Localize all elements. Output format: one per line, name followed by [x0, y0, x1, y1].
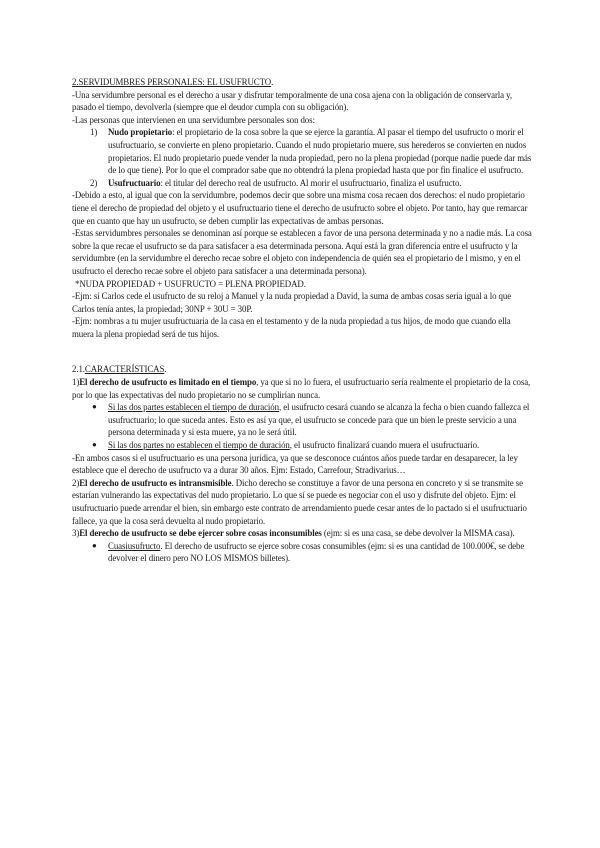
list-number: 1) [90, 127, 98, 138]
paragraph-persona-juridica: -En ambos casos si el usufructuario es una persona jurídica, ya que se desconoce cuántos años puede tardar en desaparecer, la ley establece que el derecho de usufructo va a durar 30 años. Ejm: Estado, Carrefour, Stradivarius… [72, 452, 518, 476]
bullet-item-duracion-establecida: ● Si las dos partes establecen el tiempo de duración, el usufructo cesará cuando se alcanza la fecha o bien cuando fallezca el usufructuario; lo que suceda antes. Esto es así ya que, el usufructo se concede para que un bien le preste servicio a una persona determinada y si esta muere, ya no le será útil. [92, 402, 530, 438]
characteristic-3: 3)El derecho de usufructo se debe ejercer sobre cosas inconsumibles (ejm: si es una casa, se debe devolver la MISMA casa). [72, 528, 515, 539]
list-item-text: : el titular del derecho real de usufructo. Al morir el usufructuario, finaliza el usufructo. [160, 177, 462, 188]
formula-plena-propiedad: *NUDA PROPIEDAD + USUFRUCTO = PLENA PROPIEDAD. [75, 278, 306, 289]
term-nudo-propietario: Nudo propietario [108, 127, 173, 138]
bullet-icon: ● [92, 440, 97, 450]
characteristic-1-term: El derecho de usufructo es limitado en el tiempo [79, 377, 257, 388]
list-item-nudo-propietario [72, 126, 534, 176]
document-body [72, 76, 534, 565]
bullet-icon: ● [92, 402, 97, 412]
paragraph-definition: -Una servidumbre personal es el derecho a usar y disfrutar temporalmente de una cosa ajena con la obligación de conservarla y, pasado el tiempo, devolverla (siempre que el deudor cumpla con su obligación). [72, 89, 513, 113]
characteristic-2: 2)El derecho de usufructo es intransmisible. Dicho derecho se constituye a favor de una persona en concreto y si se transmite se estarían vulnerando las expectativas del nudo propietario. Lo que sí se puede es negociar con el uso y disfrute del objeto. Ejm: el usufructuario puede arrendar el bien, sin embargo este contrato de arrendamiento puede cesar antes de lo pactado si el usufructuario fallece, ya que la cosa será devuelta al nudo propietario. [72, 477, 527, 526]
characteristic-3-term: El derecho de usufructo se debe ejercer sobre cosas inconsumibles [79, 528, 322, 539]
bullet-icon: ● [92, 540, 97, 550]
list-number: 2) [90, 177, 98, 188]
section-heading-caracteristicas: 2.1.CARACTERÍSTICAS. [72, 364, 167, 375]
example-carlos: -Ejm: si Carlos cede el usufructo de su reloj a Manuel y la nuda propiedad a David, la suma de ambas cosas sería igual a lo que Carlos tenía antes, la propiedad; 30NP + 30U = 30P. [72, 291, 512, 314]
list-item-text: : el propietario de la cosa sobre la que se ejerce la garantía. Al pasar el tiempo del usufructo o morir el usufructuario, se convierte en pleno propietario. Cuando el nudo propietario muere, sus herederos se convierten en nudos propietarios. El nudo propietario puede vender la nuda propiedad, pero no la plena propiedad (porque nadie puede dar más de lo que tiene). Por lo que el comprador sabe que no obtendrá la plena propiedad hasta que por fin finalice el usufructo. [108, 127, 532, 176]
paragraph-parties-intro: -Las personas que intervienen en una servidumbre personales son dos: [72, 114, 315, 125]
section-heading-usufructo: 2.SERVIDUMBRES PERSONALES: EL USUFRUCTO. [72, 77, 274, 87]
bullet-item-cuasiusufructo: ● Cuasiusufructo. El derecho de usufructo se ejerce sobre cosas consumibles (ejm: si es una cantidad de 100.000€, se debe devolver el dinero pero NO LOS MISMOS billetes). [92, 540, 525, 564]
term-usufructuario: Usufructuario [108, 177, 161, 188]
characteristic-1: 1)El derecho de usufructo es limitado en el tiempo, ya que si no lo fuera, el usufructuario sería realmente el propietario de la cosa, por lo que las expectativas del nudo propietario no se cumplirían nunca. [72, 377, 531, 400]
paragraph-personal-servitude: -Estas servidumbres personales se denominan así porque se establecen a favor de una persona determinada y no a nadie más. La cosa sobre la que recae el usufructo se da para satisfacer a esa determinada persona. Aquí está la gran diferencia entre el usufructo y la servidumbre (en la servidumbre el derecho recae sobre el objeto con independencia de quién sea el propietario de l mismo, y en el usufructo el derecho recae sobre el objeto para satisfacer a una determinada persona). [72, 228, 532, 276]
list-item-usufructuario [72, 177, 534, 190]
example-testamento: -Ejm: nombras a tu mujer usufructuaria de la casa en el testamento y de la nuda propiedad a tus hijos, de modo que cuando ella muera la plena propiedad será de tus hijos. [72, 316, 511, 339]
bullet-item-duracion-no-establecida: ● Si las dos partes no establecen el tiempo de duración, el usufructo finalizará cuando muera el usufructuario. [92, 440, 480, 451]
paragraph-two-rights: -Debido a esto, al igual que con la servidumbre, podemos decir que sobre una misma cosa recaen dos derechos: el nudo propietario tiene el derecho de propiedad del objeto y el usufructuario tiene el derecho de usufructo sobre el objeto. Por tanto, hay que remarcar que en cuanto que hay un usufructo, se deben cumplir las expectativas de ambas personas. [72, 190, 528, 226]
characteristic-2-term: El derecho de usufructo es intransmisible [79, 477, 232, 488]
